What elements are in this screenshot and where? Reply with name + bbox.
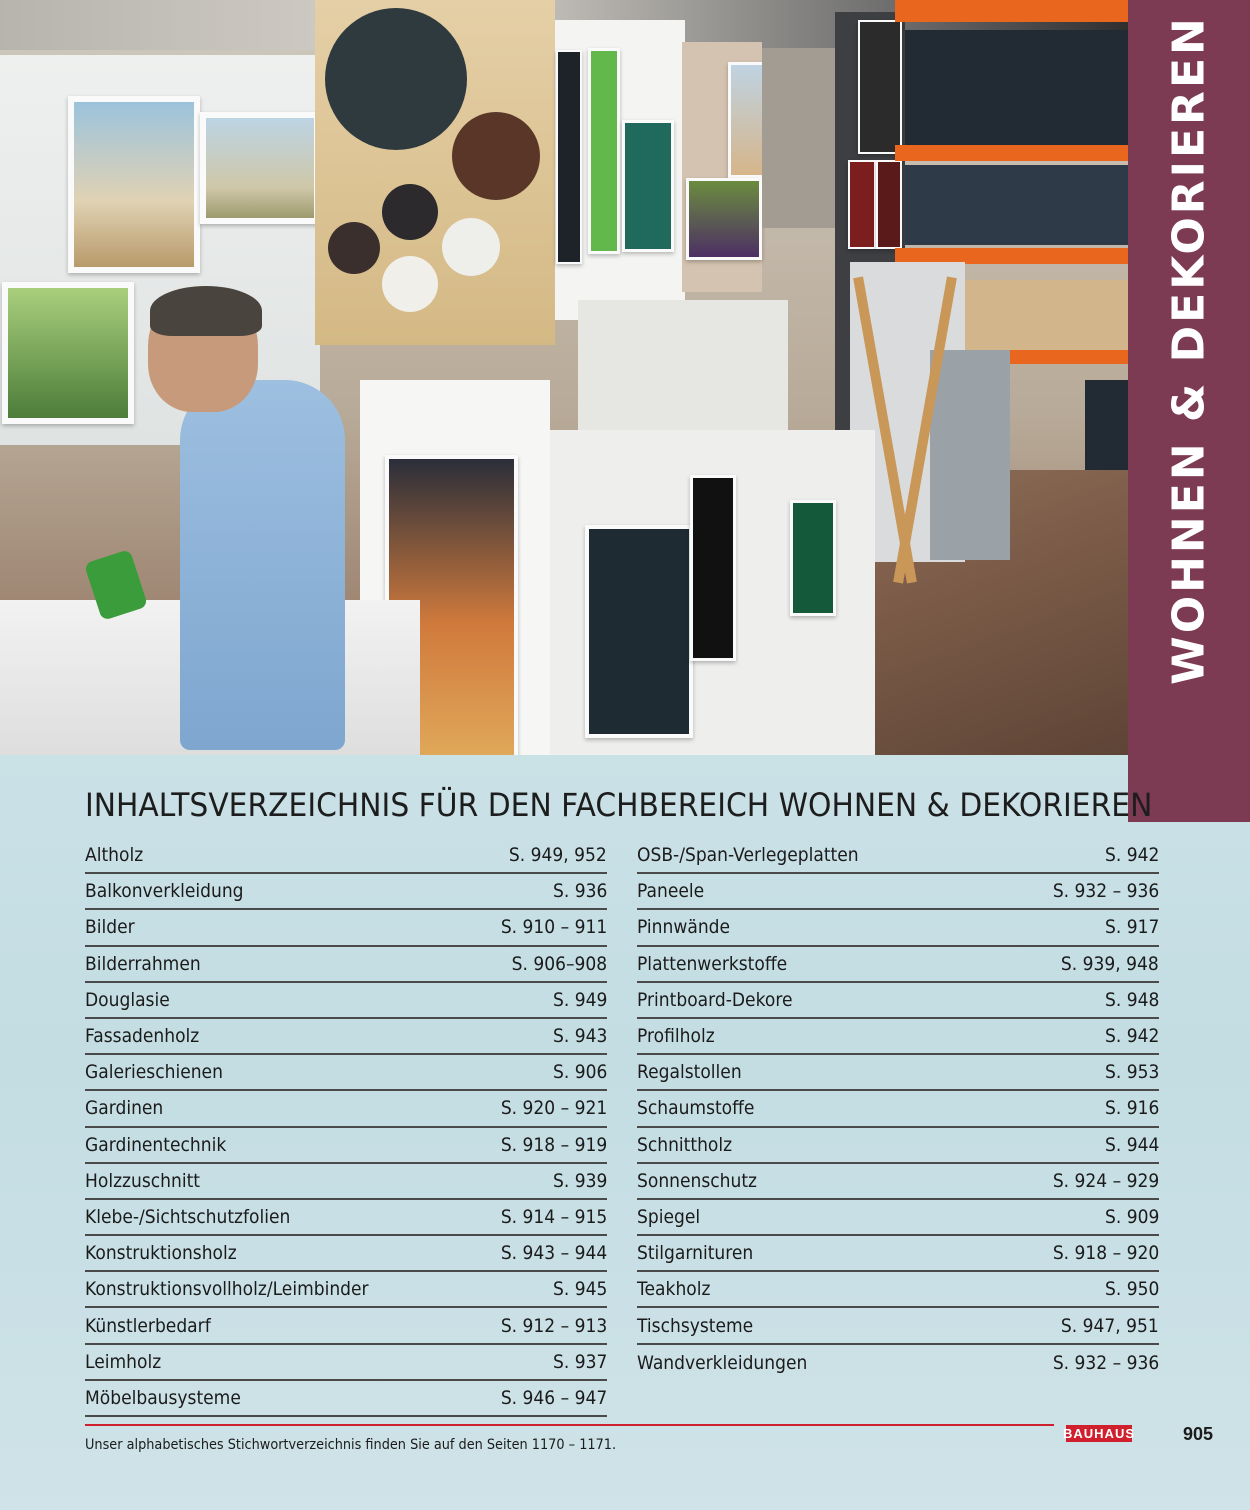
index-entry-name: Klebe-/Sichtschutzfolien: [85, 1205, 291, 1228]
index-entry-page: S. 939: [552, 1169, 607, 1192]
beach-picture: [68, 96, 200, 273]
index-row: [85, 838, 607, 874]
index-entry-page: S. 932 – 936: [1052, 880, 1159, 903]
index-entry-page: S. 924 – 929: [1052, 1169, 1159, 1192]
section-sidebar: [1128, 0, 1250, 822]
index-row: [85, 1272, 607, 1308]
index-entry-name: Douglasie: [85, 988, 170, 1011]
index-row: [85, 1381, 607, 1417]
shelf-stock: [905, 30, 1128, 145]
page-title: INHALTSVERZEICHNIS FÜR DEN FACHBEREICH WOHNEN & DEKORIEREN: [85, 786, 1153, 824]
plate-decoration: [442, 218, 500, 276]
frame-stack: [930, 350, 1010, 560]
index-row: [637, 838, 1159, 874]
person: [180, 380, 345, 750]
index-entry-page: S. 906: [552, 1061, 607, 1084]
index-row: [637, 1308, 1159, 1344]
index-entry-name: Schaumstoffe: [637, 1097, 755, 1120]
index-row: [637, 947, 1159, 983]
index-entry-page: S. 943 – 944: [500, 1242, 607, 1265]
index-entry-name: Konstruktionsholz: [85, 1242, 237, 1265]
index-row: [637, 874, 1159, 910]
index-entry-name: Fassadenholz: [85, 1025, 200, 1048]
red-picture: [876, 160, 902, 249]
brand-logo: BAUHAUS: [1063, 1426, 1135, 1441]
index-row: [637, 1055, 1159, 1091]
index-entry-name: Gardinentechnik: [85, 1133, 227, 1156]
frame-stack: [578, 300, 788, 440]
index-entry-page: S. 939, 948: [1061, 952, 1159, 975]
index-entry-name: Möbelbausysteme: [85, 1386, 241, 1409]
index-entry-name: Pinnwände: [637, 916, 731, 939]
index-entry-name: Leimholz: [85, 1350, 162, 1373]
footer-note: Unser alphabetisches Stichwortverzeichnis finden Sie auf den Seiten 1170 – 1171.: [85, 1437, 617, 1453]
index-row: [85, 1019, 607, 1055]
index-entry-page: S. 937: [552, 1350, 607, 1373]
index-entry-name: Balkonverkleidung: [85, 880, 244, 903]
teal-panel: [622, 120, 674, 252]
index-row: [637, 1019, 1159, 1055]
green-board: [790, 500, 836, 616]
quote-board: [585, 525, 693, 738]
index-entry-name: Teakholz: [637, 1278, 711, 1301]
index-row: [85, 1055, 607, 1091]
index-entry-name: Künstlerbedarf: [85, 1314, 211, 1337]
index-entry-name: Holzzuschnitt: [85, 1169, 201, 1192]
wood-stock: [960, 280, 1128, 350]
store-photo: [0, 0, 1128, 755]
index-row: [637, 1345, 1159, 1381]
plate-decoration: [452, 112, 540, 200]
index-row: [85, 1308, 607, 1344]
index-entry-page: S. 950: [1104, 1278, 1159, 1301]
plate-decoration: [382, 184, 438, 240]
section-title: WOHNEN & DEKORIEREN: [1163, 15, 1215, 685]
index-row: [85, 1236, 607, 1272]
forest-picture: [2, 282, 134, 424]
index-row: [85, 874, 607, 910]
shelf-stock: [905, 165, 1128, 245]
index-entry-page: S. 918 – 920: [1052, 1242, 1159, 1265]
index-entry-page: S. 917: [1104, 916, 1159, 939]
index-entry-name: Printboard-Dekore: [637, 988, 793, 1011]
index-entry-name: Gardinen: [85, 1097, 164, 1120]
footer-divider: [85, 1424, 1054, 1426]
index-entry-page: S. 920 – 921: [500, 1097, 607, 1120]
index-column-left: [85, 838, 607, 1417]
index-entry-page: S. 909: [1104, 1205, 1159, 1228]
plate-decoration: [325, 8, 467, 150]
index-entry-name: Bilderrahmen: [85, 952, 201, 975]
person: [150, 286, 262, 336]
index-entry-name: Altholz: [85, 844, 144, 867]
orange-shelf: [995, 350, 1128, 364]
index-row: [637, 983, 1159, 1019]
index-entry-name: Paneele: [637, 880, 705, 903]
index-entry-name: Spiegel: [637, 1205, 701, 1228]
index-row: [85, 1091, 607, 1127]
orange-shelf: [895, 145, 1128, 161]
index-row: [85, 1200, 607, 1236]
index-entry-name: Bilder: [85, 916, 135, 939]
index-entry-name: Galerieschienen: [85, 1061, 223, 1084]
index-entry-name: Sonnenschutz: [637, 1169, 758, 1192]
index-row: [637, 1236, 1159, 1272]
index-row: [85, 1345, 607, 1381]
index-entry-name: OSB-/Span-Verlegeplatten: [637, 844, 859, 867]
index-row: [637, 1272, 1159, 1308]
index-entry-name: Konstruktionsvollholz/Leimbinder: [85, 1278, 369, 1301]
index-entry-page: S. 910 – 911: [500, 916, 607, 939]
index-entry-name: Wandverkleidungen: [637, 1351, 808, 1374]
index-entry-name: Schnittholz: [637, 1133, 733, 1156]
index-row: [85, 947, 607, 983]
index-row: [637, 1128, 1159, 1164]
index-entry-name: Plattenwerkstoffe: [637, 952, 788, 975]
index-column-right: [637, 838, 1159, 1381]
index-entry-page: S. 949: [552, 988, 607, 1011]
dark-panel: [556, 50, 582, 264]
index-entry-name: Tischsysteme: [637, 1314, 754, 1337]
index-row: [637, 910, 1159, 946]
index-row: [85, 1128, 607, 1164]
index-entry-page: S. 918 – 919: [500, 1133, 607, 1156]
index-entry-page: S. 914 – 915: [500, 1205, 607, 1228]
shelf-stock: [1085, 380, 1128, 470]
index-entry-page: S. 946 – 947: [500, 1386, 607, 1409]
index-entry-page: S. 932 – 936: [1052, 1351, 1159, 1374]
index-entry-name: Stilgarnituren: [637, 1242, 754, 1265]
index-entry-page: S. 947, 951: [1061, 1314, 1159, 1337]
dune-picture: [200, 112, 320, 224]
index-entry-page: S. 942: [1104, 1025, 1159, 1048]
index-row: [637, 1091, 1159, 1127]
plate-decoration: [382, 256, 438, 312]
index-entry-page: S. 945: [552, 1278, 607, 1301]
index-entry-name: Profilholz: [637, 1025, 715, 1048]
index-entry-page: S. 948: [1104, 988, 1159, 1011]
red-picture: [848, 160, 876, 249]
index-entry-page: S. 906–908: [511, 952, 607, 975]
orange-shelf: [895, 0, 1128, 22]
dark-picture: [858, 20, 902, 154]
index-entry-page: S. 912 – 913: [500, 1314, 607, 1337]
index-row: [637, 1164, 1159, 1200]
black-board: [690, 475, 736, 661]
index-row: [85, 910, 607, 946]
page-number: 905: [1183, 1424, 1214, 1444]
index-entry-page: S. 916: [1104, 1097, 1159, 1120]
index-row: [85, 983, 607, 1019]
index-entry-page: S. 949, 952: [509, 844, 607, 867]
index-entry-name: Regalstollen: [637, 1061, 742, 1084]
index-entry-page: S. 936: [552, 880, 607, 903]
index-entry-page: S. 943: [552, 1025, 607, 1048]
index-row: [85, 1164, 607, 1200]
index-entry-page: S. 942: [1104, 844, 1159, 867]
buddha-panel: [762, 48, 836, 228]
index-entry-page: S. 944: [1104, 1133, 1159, 1156]
green-panel: [588, 48, 620, 254]
plate-decoration: [328, 222, 380, 274]
index-entry-page: S. 953: [1104, 1061, 1159, 1084]
lavender-panel: [686, 178, 762, 260]
index-row: [637, 1200, 1159, 1236]
